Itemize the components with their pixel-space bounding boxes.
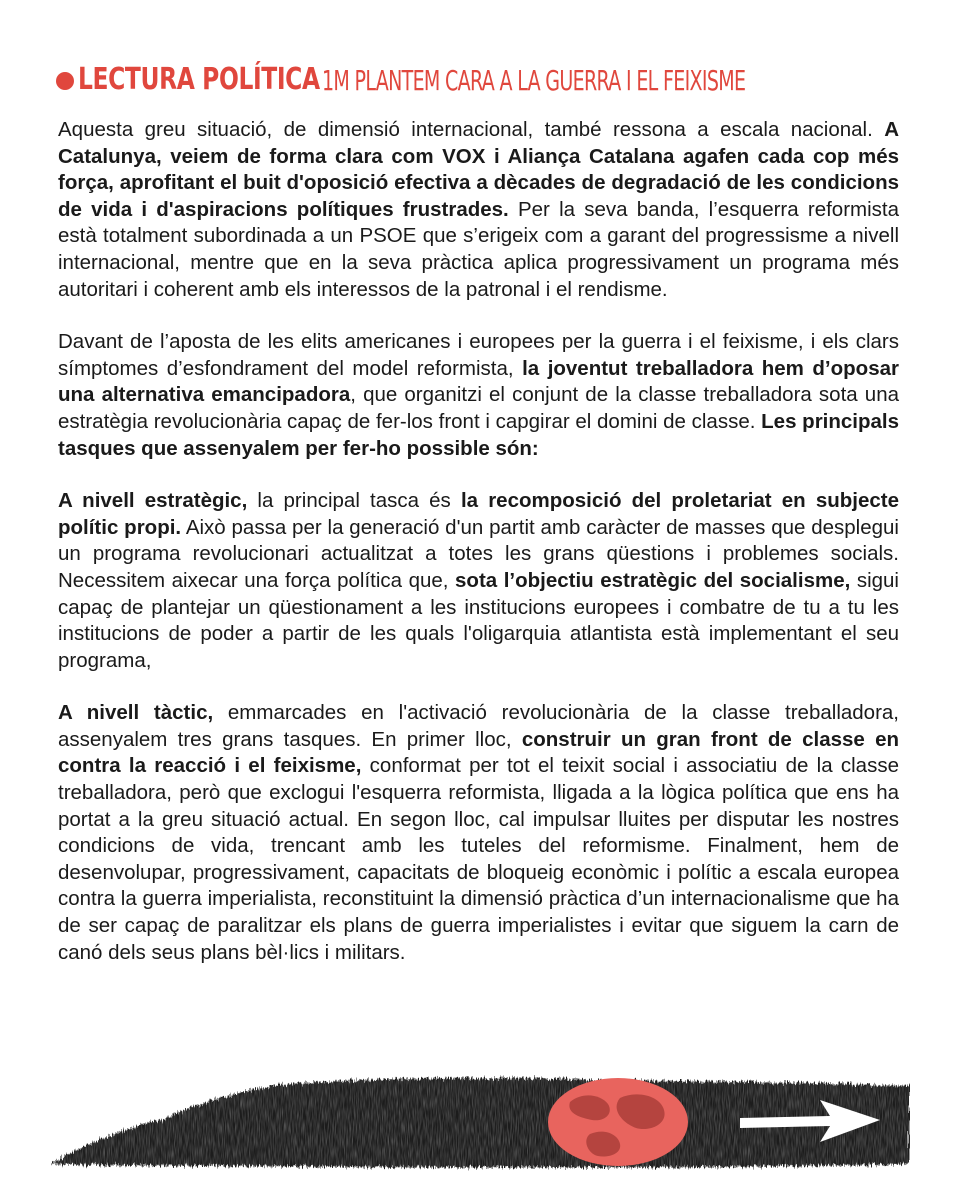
bold-text: construir un gran front de classe en contra la reacció i el feixisme, bbox=[58, 727, 899, 778]
text-segment: Aquesta greu situació, de dimensió internacional, també ressona a escala nacional. bbox=[58, 118, 885, 141]
globe-icon bbox=[548, 1078, 688, 1166]
bold-text: A nivell tàctic, bbox=[58, 701, 214, 725]
bold-text: la joventut treballadora hem d’oposar una alternativa emancipadora bbox=[58, 356, 899, 407]
bold-text: la recomposició del proletariat en subjecte polític propi. bbox=[58, 489, 899, 539]
paragraph bbox=[58, 117, 899, 303]
paragraph bbox=[58, 700, 899, 966]
section-subtitle: 1M PLANTEM CARA A LA GUERRA I EL FEIXISME bbox=[322, 64, 746, 97]
article-body bbox=[58, 117, 899, 992]
red-dot-icon bbox=[56, 72, 74, 90]
bold-text: Les principals tasques que assenyalem per fer-ho possible són: bbox=[58, 409, 900, 460]
bold-text: sota l’objectiu estratègic del socialisme, bbox=[455, 568, 851, 592]
decorative-band bbox=[50, 1072, 910, 1172]
text-segment: Davant de l’aposta de les elits americanes i europees per la guerra i el feixisme, i els clars símptomes d’esfondrament del model reformista, bbox=[58, 330, 899, 380]
text-segment: la principal tasca és bbox=[247, 489, 461, 513]
text-segment: emmarcades en l'activació revolucionària de la classe treballadora, assenyalem tres grans tasques. En primer lloc, bbox=[58, 701, 900, 751]
text-segment: sigui capaç de plantejar un qüestionament a les institucions europees i combatre de tu a tu les institucions de poder a partir de les quals l'oligarquia atlantista està implementant el seu programa, bbox=[58, 568, 899, 672]
bold-text: A Catalunya, veiem de forma clara com VOX i Aliança Catalana agafen cada cop més força, aprofitant el buit d'oposició efectiva a dècades de degradació de les condicions de vida i d'aspiracions polítiques frustrades. bbox=[58, 118, 899, 221]
paragraph bbox=[58, 329, 899, 462]
text-segment: Això passa per la generació d'un partit amb caràcter de masses que desplegui un programa revolucionari actualitzat a totes les grans qüestions i problemes socials. Necessitem aixecar una força política que, bbox=[58, 515, 899, 592]
text-segment: conformat per tot el teixit social i associatiu de la classe treballadora, però que exclogui l'esquerra reformista, lligada a la lògica política que ens ha portat a la greu situació actual. En segon lloc, cal impulsar lluites per disputar les nostres condicions de vida, trencant amb les tuteles del reformisme. Finalment, hem de desenvolupar, progressivament, capacitats de bloqueig econòmic i polític a escala europea contra la guerra imperialista, reconstituint la dimensió pràctica d’un internacionalisme que ha de ser capaç de paralitzar els plans de guerra imperialistes i evitar que siguem la carn de canó dels seus plans bèl·lics i militars. bbox=[58, 754, 899, 964]
text-segment: Per la seva banda, l’esquerra reformista està totalment subordinada a un PSOE que s’erigeix com a garant del progressisme a nivell internacional, mentre que en la seva pràctica aplica progressivament un programa més autoritari i coherent amb els interessos de la patronal i el rendisme. bbox=[58, 197, 899, 301]
section-title: LECTURA POLÍTICA bbox=[78, 62, 320, 97]
paragraph bbox=[58, 488, 899, 674]
bold-text: A nivell estratègic, bbox=[58, 489, 248, 513]
page-header bbox=[56, 62, 746, 97]
text-segment: , que organitzi el conjunt de la classe treballadora sota una estratègia revolucionària capaç de fer-los front i capgirar el domini de classe. bbox=[58, 383, 900, 433]
